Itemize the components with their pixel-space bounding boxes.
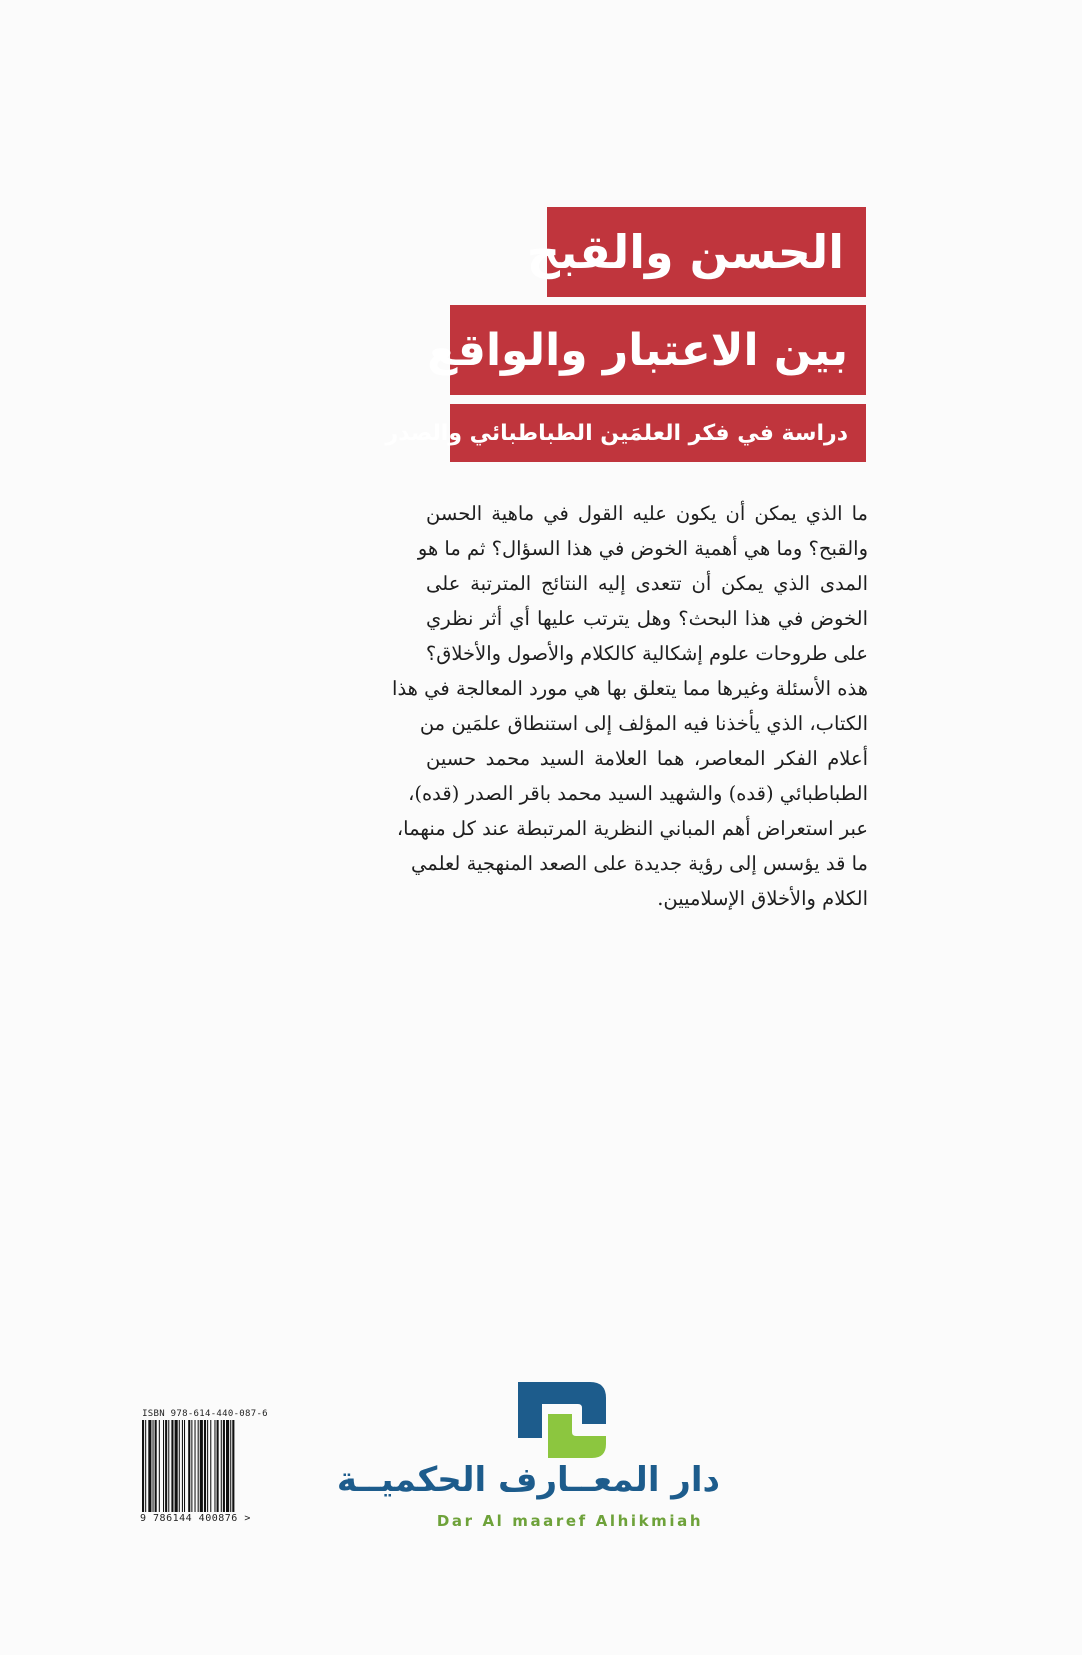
barcode-digits: 9 786144 400876 >	[140, 1513, 251, 1524]
blurb-line: الطباطبائي (قده) والشهيد السيد محمد باقر الصدر (قده)،	[408, 782, 868, 805]
isbn-label: ISBN 978-614-440-087-6	[142, 1409, 268, 1419]
blurb-line: عبر استعراض أهم المباني النظرية المرتبطة عند كل منهما،	[396, 817, 868, 840]
blurb-line: الكتاب، الذي يأخذنا فيه المؤلف إلى استنطاق علمَين من	[419, 712, 868, 735]
blurb-line: ما الذي يمكن أن يكون عليه القول في ماهية الحسن	[426, 502, 868, 525]
title-line-1: الحسن والقبح	[547, 207, 866, 297]
publisher-logo-icon	[510, 1378, 610, 1462]
barcode-bars-icon	[140, 1420, 270, 1512]
blurb-line: ما قد يؤسس إلى رؤية جديدة على الصعد المنهجية لعلمي	[411, 852, 868, 875]
blurb-line: على طروحات علوم إشكالية كالكلام والأصول والأخلاق؟	[425, 642, 868, 665]
publisher-name-ar: دار المعــارف الحكميــة	[336, 1460, 720, 1500]
blurb-text	[392, 496, 868, 916]
title-line-2: بين الاعتبار والواقع	[450, 305, 866, 395]
blurb-line: المدى الذي يمكن أن تتعدى إليه النتائج المترتبة على	[426, 572, 868, 595]
blurb-line: الكلام والأخلاق الإسلاميين.	[657, 887, 868, 910]
blurb-line: هذه الأسئلة وغيرها مما يتعلق بها هي مورد المعالجة في هذا	[392, 677, 868, 700]
barcode	[140, 1408, 270, 1528]
subtitle: دراسة في فكر العلمَين الطباطبائي والصدر	[450, 404, 866, 462]
blurb-line: أعلام الفكر المعاصر، هما العلامة السيد محمد حسين	[426, 747, 868, 770]
blurb-line: والقبح؟ وما هي أهمية الخوض في هذا السؤال؟ ثم ما هو	[417, 537, 868, 560]
publisher-name-en: Dar Al maaref Alhikmiah	[436, 1512, 704, 1530]
blurb-line: الخوض في هذا البحث؟ وهل يترتب عليها أي أثر نظري	[426, 607, 868, 630]
